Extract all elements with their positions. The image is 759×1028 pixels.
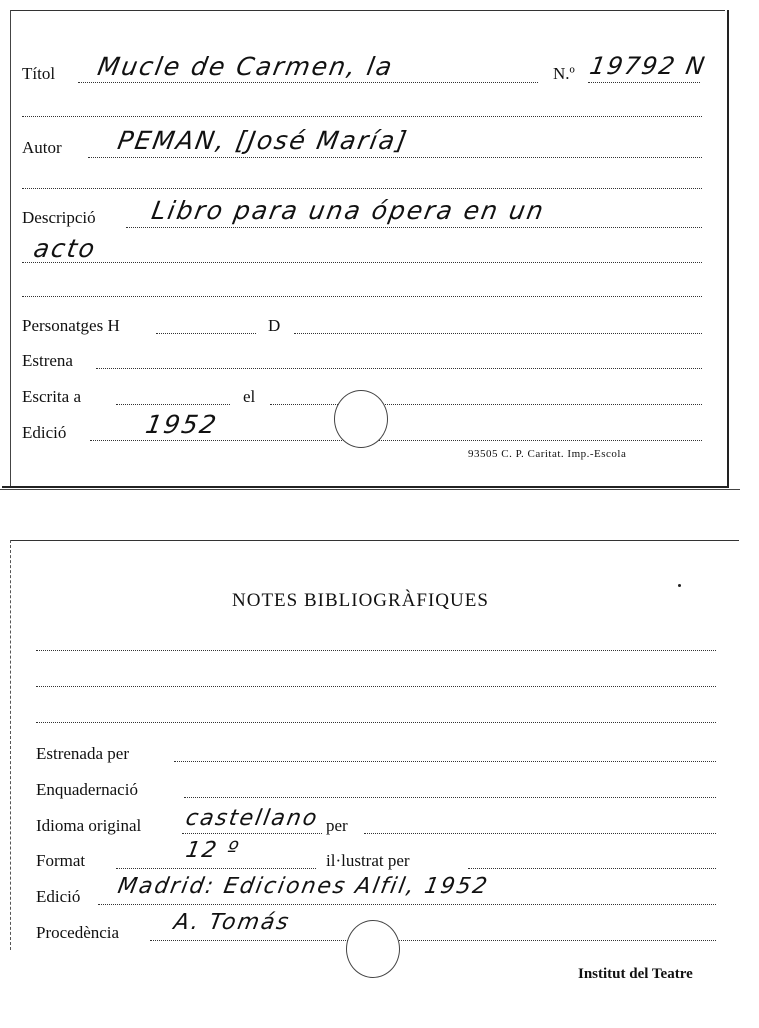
front-blank-line-1	[22, 116, 702, 117]
procedencia-label: Procedència	[36, 923, 120, 942]
procedencia-line	[150, 940, 716, 941]
notes-line-1	[36, 650, 716, 651]
autor-value: PEMAN, [José María]	[115, 126, 411, 155]
printer-note: 93505 C. P. Caritat. Imp.-Escola	[468, 448, 627, 460]
card-left-edge	[10, 540, 11, 950]
titol-line	[78, 82, 538, 83]
estrenada-label: Estrenada per	[36, 744, 129, 763]
el-line	[270, 404, 702, 405]
descripcio-value-1: Libro para una ópera en un	[149, 196, 548, 225]
paper-speck	[678, 584, 681, 587]
notes-line-2	[36, 686, 716, 687]
descripcio-line-2	[22, 262, 702, 263]
personatges-label: Personatges H	[22, 316, 120, 335]
back-edicio-value: Madrid: Ediciones Alfil, 1952	[115, 874, 491, 899]
autor-label: Autor	[22, 138, 62, 157]
notes-heading: NOTES BIBLIOGRÀFIQUES	[232, 590, 489, 611]
punch-hole	[346, 920, 400, 978]
idioma-per-label: per	[326, 816, 348, 835]
format-line	[116, 868, 316, 869]
autor-line	[88, 157, 702, 158]
illustrat-label: il·lustrat per	[326, 851, 410, 870]
estrenada-line	[174, 761, 716, 762]
card-top-edge	[10, 10, 725, 11]
titol-value: Mucle de Carmen, la	[95, 52, 396, 81]
el-label: el	[243, 387, 256, 406]
edicio-label: Edició	[22, 423, 67, 442]
descripcio-line-1	[126, 227, 702, 228]
front-blank-line-3	[22, 296, 702, 297]
personatges-d-label: D	[268, 316, 281, 335]
format-value: 12 º	[183, 838, 242, 863]
format-label: Format	[36, 851, 86, 870]
illustrat-line	[468, 868, 716, 869]
estrena-line	[96, 368, 702, 369]
personatges-h-line	[156, 333, 256, 334]
back-edicio-label: Edició	[36, 887, 81, 906]
personatges-d-line	[294, 333, 702, 334]
estrena-label: Estrena	[22, 351, 73, 370]
idioma-label: Idioma original	[36, 816, 142, 835]
descripcio-label: Descripció	[22, 208, 96, 227]
institution-label: Institut del Teatre	[578, 966, 693, 982]
numero-line	[588, 82, 700, 83]
numero-label: N.º	[553, 64, 575, 83]
descripcio-value-2: acto	[31, 234, 99, 263]
enquadernacio-label: Enquadernació	[36, 780, 138, 799]
escrita-line	[116, 404, 230, 405]
front-blank-line-2	[22, 188, 702, 189]
idioma-per-line	[364, 833, 716, 834]
idioma-value: castellano	[183, 806, 321, 831]
card-left-edge	[10, 10, 11, 486]
notes-line-3	[36, 722, 716, 723]
numero-value: 19792 N	[587, 52, 709, 80]
card-top-edge	[10, 540, 739, 541]
escrita-label: Escrita a	[22, 387, 81, 406]
enquadernacio-line	[184, 797, 716, 798]
edicio-line	[90, 440, 702, 441]
back-edicio-line	[98, 904, 716, 905]
procedencia-value: A. Tomás	[171, 910, 293, 935]
titol-label: Títol	[22, 64, 56, 83]
edicio-value: 1952	[143, 410, 221, 439]
front-card-bottom-edge	[0, 489, 740, 490]
punch-hole	[334, 390, 388, 448]
idioma-line	[182, 833, 322, 834]
